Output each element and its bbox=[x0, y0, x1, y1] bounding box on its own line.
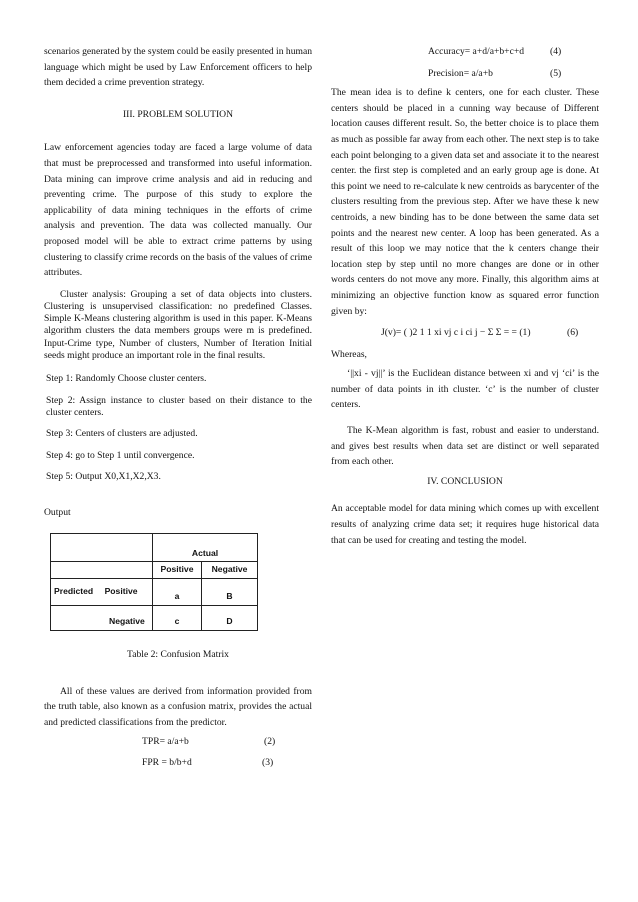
equation-5-number: (5) bbox=[550, 67, 562, 79]
equation-2-text: TPR= a/a+b bbox=[142, 736, 189, 748]
right-column bbox=[331, 44, 599, 548]
equation-5-text: Precision= a/a+b bbox=[428, 67, 493, 79]
table-caption: Table 2: Confusion Matrix bbox=[127, 648, 229, 660]
law-enforcement-paragraph: Law enforcement agencies today are faced a large volume of data that must be preprocessed and transformed into useful information. Data mining can improve crime analysis and aid in reducing and preventing crime. The purpose of this study to explore the applicability of data mining techniques in the efforts of crime analysis and prevention. The data was collected manually. Our proposed model will be able to extract crime patterns by using clustering to classify crime records on the basis of the values of crime attributes. bbox=[44, 142, 313, 279]
equation-3-number: (3) bbox=[262, 756, 274, 768]
step-1: Step 1: Randomly Choose cluster centers. bbox=[46, 372, 207, 384]
equation-3 bbox=[44, 755, 312, 771]
equation-2-number: (2) bbox=[264, 736, 276, 748]
step-2: Step 2: Assign instance to cluster based on their distance to the cluster centers. bbox=[46, 394, 312, 418]
cluster-analysis-paragraph: Cluster analysis: Grouping a set of data objects into clusters. Clustering is unsupervised classification: no predefined Classes. Simple K-Means clustering algorithm is used in this paper. K-Means algorithm clusters the data members groups were m is predefined. Input-Crime type, Number of clusters, Number of Iteration Initial seeds might produce an important role in the final results. bbox=[44, 288, 312, 361]
kmean-fast-paragraph: The K-Mean algorithm is fast, robust and easier to understand. and gives best results when data set are distinct or well separated from each other. bbox=[331, 425, 599, 468]
matrix-cell-c: c bbox=[153, 605, 202, 630]
matrix-empty-cell bbox=[51, 562, 153, 579]
equation-6-number: (6) bbox=[567, 327, 579, 339]
conclusion-paragraph: An acceptable model for data mining which comes up with excellent results of analyzing crime data set; it requires huge historical data that can be used for creating and testing the model. bbox=[331, 503, 599, 546]
equation-6-text: J(v)= ( )2 1 1 xi vj c i ci j − Σ Σ = = (1) bbox=[381, 327, 531, 339]
step-5: Step 5: Output X0,X1,X2,X3. bbox=[46, 471, 161, 483]
kmeans-paragraph: The mean idea is to define k centers, one for each cluster. These centers should be placed in a cunning way because of Different location causes different result. So, the better choice is to place them as much as possible far away from each other. The next step is to take each point belonging to a given data set and associate it to the nearest center. the first step is completed and an early group age is done. At this point we need to re-calculate k new centroids as barycenter of the clusters resulting from the previous step. After we have these k new centroids, a new binding has to be done between the same data set points and the nearest new center. A loop has been generated. As a result of this loop we may notice that the k centers change their location step by step until no more changes are done or in other words centers do not move any more. Finally, this algorithm aims at minimizing an objective function know as squared error function given by: bbox=[331, 87, 599, 317]
equation-3-text: FPR = b/b+d bbox=[142, 756, 192, 768]
confusion-values-paragraph: All of these values are derived from information provided from the truth table, also known as a confusion matrix, provides the actual and predicted classifications from the predictor. bbox=[44, 685, 312, 728]
step-4: Step 4: go to Step 1 until convergence. bbox=[46, 449, 195, 461]
step-3: Step 3: Centers of clusters are adjusted. bbox=[46, 427, 198, 439]
matrix-row-positive: Positive bbox=[104, 586, 138, 597]
matrix-cell-b: B bbox=[202, 578, 258, 605]
equation-4 bbox=[331, 44, 599, 60]
output-label: Output bbox=[44, 506, 71, 518]
equation-4-text: Accuracy= a+d/a+b+c+d bbox=[428, 46, 525, 57]
section-heading-problem-solution: III. PROBLEM SOLUTION bbox=[122, 108, 234, 120]
matrix-cell-d: D bbox=[202, 605, 258, 630]
matrix-actual-header: Actual bbox=[153, 534, 258, 562]
matrix-empty-corner bbox=[51, 534, 153, 562]
matrix-predicted-label: Predicted bbox=[54, 586, 94, 597]
equation-6 bbox=[331, 325, 599, 341]
left-column bbox=[44, 44, 312, 770]
confusion-matrix bbox=[50, 533, 258, 631]
matrix-row-header bbox=[51, 578, 153, 605]
matrix-col-negative: Negative bbox=[202, 562, 258, 579]
equation-5 bbox=[331, 66, 599, 82]
equation-2 bbox=[44, 734, 312, 750]
matrix-cell-a: a bbox=[153, 578, 202, 605]
intro-paragraph: scenarios generated by the system could be easily presented in human language which might be used by Law Enforcement officers to help them decided a crime prevention strategy. bbox=[44, 46, 313, 89]
matrix-row-negative: Negative bbox=[51, 605, 153, 630]
equation-4-number: (4) bbox=[550, 46, 562, 57]
whereas-label: Whereas, bbox=[331, 348, 367, 360]
matrix-col-positive: Positive bbox=[153, 562, 202, 579]
section-heading-conclusion: IV. CONCLUSION bbox=[427, 475, 503, 487]
euclidean-paragraph: ‘||xi - vj||’ is the Euclidean distance between xi and vj ‘ci’ is the number of data points in ith cluster. ‘c’ is the number of cluster centers. bbox=[331, 368, 599, 411]
